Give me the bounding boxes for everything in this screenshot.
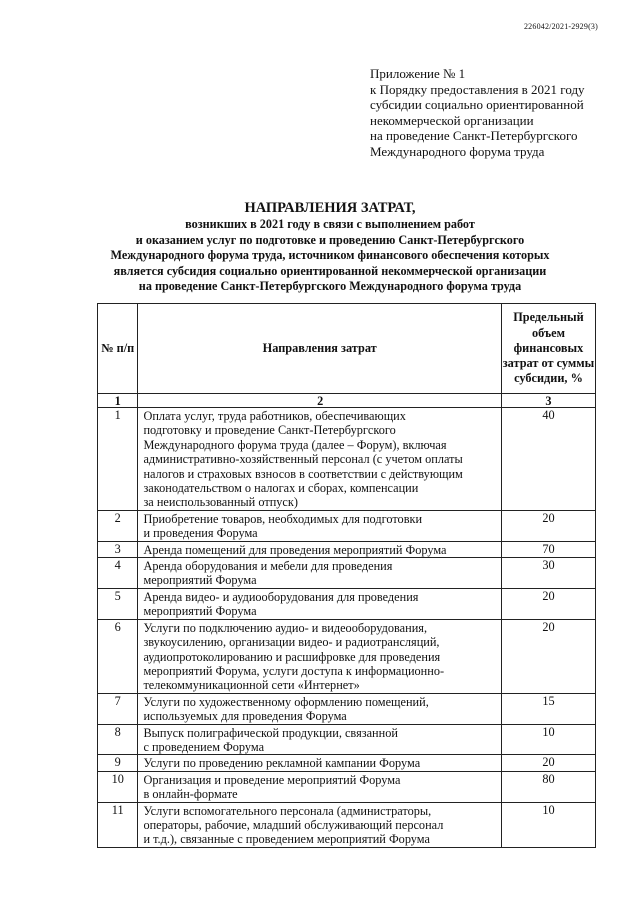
direction-line: телекоммуникационной сети «Интернет»: [143, 678, 360, 693]
direction-line: Выпуск полиграфической продукции, связанной: [143, 725, 398, 740]
direction-line: звукоусилению, организации видео- и радиотрансляций,: [143, 635, 440, 650]
column-number: 3: [501, 394, 595, 408]
row-number: 10: [98, 771, 138, 802]
row-direction: [138, 724, 502, 755]
table-header-row: [98, 304, 596, 394]
column-number: 2: [138, 394, 502, 408]
row-limit-percent: 15: [501, 693, 595, 724]
direction-line: Аренда видео- и аудиооборудования для проведения: [143, 589, 419, 604]
title-subline: Международного форума труда, источником финансового обеспечения которых: [110, 248, 550, 263]
direction-line: используемых для проведения Форума: [143, 709, 347, 724]
direction-line: в онлайн-формате: [143, 787, 238, 802]
row-number: 1: [98, 408, 138, 511]
direction-line: мероприятий Форума, услуги доступа к информационно-: [143, 663, 445, 678]
table-row: [98, 802, 596, 847]
row-limit-percent: 20: [501, 588, 595, 619]
header-num: № п/п: [98, 304, 138, 394]
direction-line: Приобретение товаров, необходимых для подготовки: [143, 511, 423, 526]
row-direction: [138, 771, 502, 802]
direction-line: Оплата услуг, труда работников, обеспечивающих: [143, 409, 406, 423]
row-limit-percent: 70: [501, 541, 595, 557]
direction-line: аудиопротоколированию и расшифровке для проведения: [143, 649, 441, 664]
row-number: 6: [98, 619, 138, 693]
direction-line: и проведения Форума: [143, 526, 258, 541]
row-limit-percent: 30: [501, 558, 595, 589]
table-row: [98, 408, 596, 511]
row-direction: [138, 541, 502, 557]
row-number: 8: [98, 724, 138, 755]
title-subline: на проведение Санкт-Петербургского Международного форума труда: [138, 279, 522, 294]
row-direction: [138, 408, 502, 511]
table-row: [98, 541, 596, 557]
row-limit-percent: 20: [501, 619, 595, 693]
table-row: [98, 588, 596, 619]
row-number: 4: [98, 558, 138, 589]
direction-line: мероприятий Форума: [143, 604, 257, 619]
appendix-line: Приложение № 1: [370, 66, 466, 81]
table-row: [98, 693, 596, 724]
appendix-block: [370, 66, 610, 159]
header-limit: Предельный объем финансовых затрат от суммы субсидии, %: [501, 304, 595, 394]
direction-line: операторы, рабочие, младший обслуживающий персонал: [143, 817, 444, 832]
table-row: [98, 619, 596, 693]
page-title: НАПРАВЛЕНИЯ ЗАТРАТ,: [244, 200, 416, 216]
direction-line: и т.д.), связанные с проведением мероприятий Форума: [143, 832, 430, 847]
column-numbers-row: [98, 394, 596, 408]
table-row: [98, 510, 596, 541]
direction-line: Услуги вспомогательного персонала (администраторы,: [143, 803, 432, 818]
cost-directions-table: [97, 303, 596, 848]
direction-line: Услуги по художественному оформлению помещений,: [143, 694, 429, 709]
appendix-line: Международного форума труда: [370, 143, 545, 159]
direction-line: с проведением Форума: [143, 739, 265, 754]
row-limit-percent: 20: [501, 510, 595, 541]
row-direction: [138, 558, 502, 589]
direction-line: Услуги по проведению рекламной кампании Форума: [143, 756, 421, 771]
row-limit-percent: 10: [501, 802, 595, 847]
row-direction: [138, 619, 502, 693]
direction-line: законодательством о налогах и сборах, компенсации: [143, 481, 419, 496]
direction-line: Аренда помещений для проведения мероприятий Форума: [143, 542, 447, 557]
direction-line: мероприятий Форума: [143, 573, 257, 588]
direction-line: Аренда оборудования и мебели для проведения: [143, 559, 393, 574]
title-subline: и оказанием услуг по подготовке и проведению Санкт-Петербургского: [135, 232, 525, 247]
row-direction: [138, 588, 502, 619]
document-heading: [60, 199, 600, 295]
direction-line: подготовку и проведение Санкт-Петербургского: [143, 423, 396, 438]
row-limit-percent: 20: [501, 755, 595, 771]
row-limit-percent: 80: [501, 771, 595, 802]
appendix-line: к Порядку предоставления в 2021 году: [370, 81, 585, 97]
title-subline: возникших в 2021 году в связи с выполнением работ: [185, 217, 475, 231]
row-limit-percent: 10: [501, 724, 595, 755]
document-number: 226042/2021-2929(3): [523, 22, 598, 31]
row-direction: [138, 510, 502, 541]
row-number: 5: [98, 588, 138, 619]
table-row: [98, 558, 596, 589]
title-subline: является субсидия социально ориентированной некоммерческой организации: [113, 263, 547, 278]
appendix-line: на проведение Санкт-Петербургского: [370, 128, 578, 143]
table-row: [98, 755, 596, 771]
row-number: 7: [98, 693, 138, 724]
direction-line: Международного форума труда (далее – Форум), включая: [143, 437, 447, 452]
table-body: [98, 408, 596, 848]
table-row: [98, 771, 596, 802]
row-direction: [138, 755, 502, 771]
row-direction: [138, 802, 502, 847]
column-number: 1: [98, 394, 138, 408]
direction-line: за неиспользованный отпуск): [143, 495, 298, 510]
direction-line: административно-хозяйственный персонал (с учетом оплаты: [143, 452, 463, 467]
row-number: 2: [98, 510, 138, 541]
header-direction: Направления затрат: [138, 304, 502, 394]
direction-line: налогов и страховых взносов в соответствии с действующим: [143, 466, 463, 481]
direction-line: Услуги по подключению аудио- и видеооборудования,: [143, 620, 428, 635]
row-number: 11: [98, 802, 138, 847]
row-number: 9: [98, 755, 138, 771]
row-limit-percent: 40: [501, 408, 595, 511]
direction-line: Организация и проведение мероприятий Форума: [143, 772, 401, 787]
appendix-line: некоммерческой организации: [370, 112, 534, 128]
row-direction: [138, 693, 502, 724]
row-number: 3: [98, 541, 138, 557]
appendix-line: субсидии социально ориентированной: [370, 97, 584, 112]
table-row: [98, 724, 596, 755]
